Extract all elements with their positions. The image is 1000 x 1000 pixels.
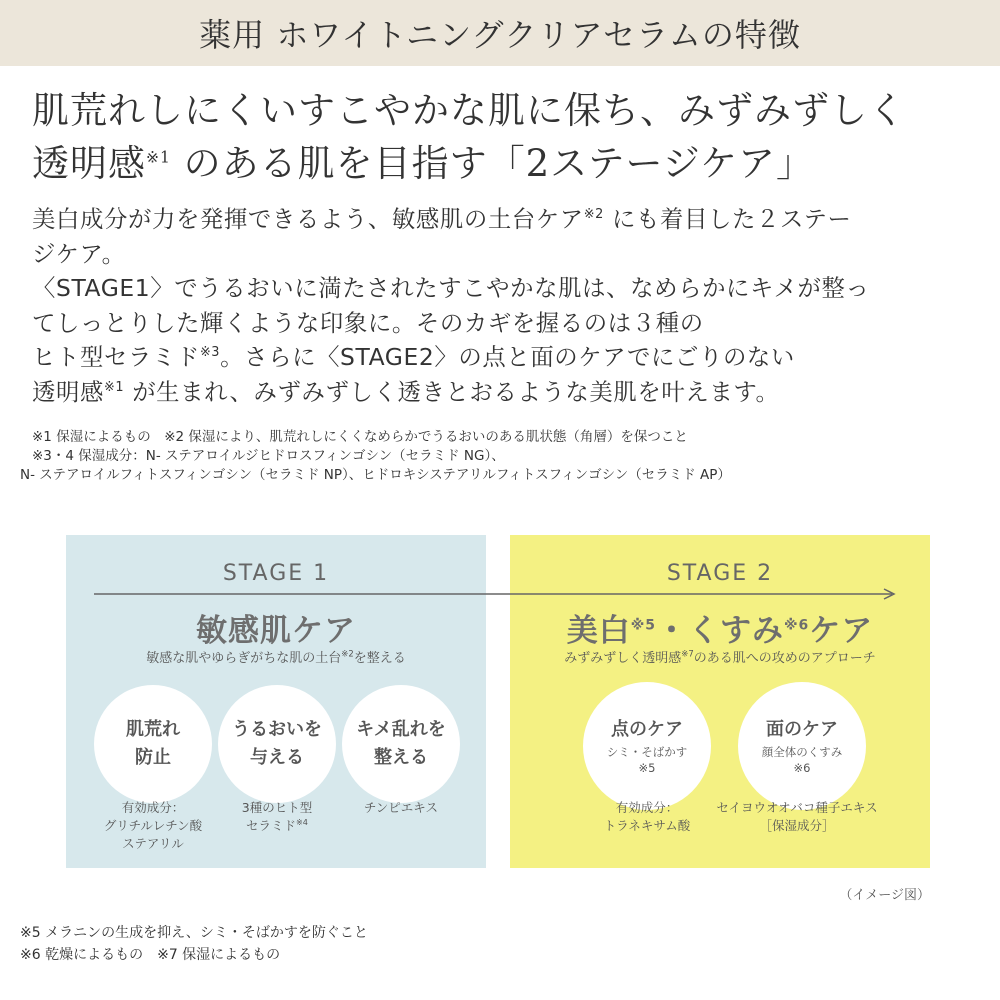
circle-title: 整える bbox=[374, 747, 428, 768]
stage-2-circle-2 bbox=[738, 682, 866, 810]
stage-1-ingredient-3 bbox=[331, 799, 471, 817]
body-line-5 bbox=[32, 340, 977, 375]
stage-1-circle-3 bbox=[342, 685, 460, 803]
stage-2-label: STAGE 2 bbox=[666, 561, 774, 586]
headline-line-1: 肌荒れしにくいすこやかな肌に保ち、みずみずしく bbox=[32, 89, 906, 132]
circle-title: 面のケア bbox=[766, 719, 838, 740]
circle-detail: 顔全体のくすみ bbox=[761, 745, 843, 759]
stage-1-ingredient-2 bbox=[207, 799, 347, 835]
body-line-1-pre: 美白成分が力を発揮できるよう、敏感肌の土台ケア bbox=[32, 205, 584, 233]
stage-1-note-mark: ※2 bbox=[341, 648, 354, 659]
ingredient-line: チンピエキス bbox=[363, 800, 439, 815]
ingredient-line: グリチルレチン酸 bbox=[103, 818, 203, 833]
circle-title: 防止 bbox=[135, 747, 171, 768]
stage-2-ingredient-2 bbox=[712, 799, 882, 835]
stage-1-panel bbox=[66, 535, 486, 868]
ingredient-line: 有効成分： bbox=[121, 800, 185, 815]
body-line-5-post: 。さらに〈STAGE2〉の点と面のケアでにごりのない bbox=[220, 343, 795, 372]
circle-title: キメ乱れを bbox=[356, 719, 446, 740]
ingredient-line: トラネキサム酸 bbox=[603, 818, 691, 833]
stage-2-title-part: ・くすみ bbox=[656, 613, 784, 649]
stage-2-ingredient-1 bbox=[567, 799, 727, 835]
ingredient-text: セラミド bbox=[246, 818, 297, 833]
stage-2-panel bbox=[510, 535, 930, 868]
stage-2-note-mark: ※6 bbox=[784, 617, 810, 634]
headline bbox=[32, 84, 972, 190]
circle-title: 与える bbox=[250, 747, 304, 768]
ingredient-line: 有効成分： bbox=[615, 800, 679, 815]
stage-1-title: 敏感肌ケア bbox=[196, 613, 356, 649]
body-line-1 bbox=[32, 202, 977, 237]
footnote-line-3: N- ステアロイルフィトスフィンゴシン（セラミド NP）、ヒドロキシステアリルフィトスフィンゴシン（セラミド AP） bbox=[20, 467, 731, 483]
stage-2-title-part: 美白 bbox=[566, 613, 631, 649]
footnote-bottom-line-1: ※5 メラニンの生成を抑え、シミ・そばかすを防ぐこと bbox=[20, 925, 368, 941]
stage-2-note-mark: ※5 bbox=[630, 617, 656, 634]
body-note-mark: ※1 bbox=[103, 380, 125, 396]
circle-title: うるおいを bbox=[232, 719, 322, 740]
circle-note-mark: ※6 bbox=[793, 761, 811, 775]
header-band bbox=[0, 0, 1000, 66]
body-line-1-post: にも着目した２ステー bbox=[603, 205, 852, 233]
circle-title: 肌荒れ bbox=[126, 719, 180, 740]
circle-note-mark: ※5 bbox=[638, 761, 656, 775]
ingredient-line: ［保湿成分］ bbox=[759, 818, 835, 833]
page-title: 薬用 ホワイトニングクリアセラムの特徴 bbox=[199, 16, 801, 54]
stage-2-title bbox=[510, 605, 930, 650]
headline-note-mark: ※1 bbox=[146, 148, 171, 167]
body-line-2: ジケア。 bbox=[32, 239, 126, 268]
body-note-mark: ※2 bbox=[583, 207, 604, 223]
circle-title: 点のケア bbox=[611, 719, 683, 740]
ingredient-line: 3種のヒト型 bbox=[241, 800, 313, 815]
footnote-line-1: ※1 保湿によるもの ※2 保湿により、肌荒れしにくくなめらかでうるおいのある肌状態（角層）を保つこと bbox=[32, 429, 688, 445]
stage-1-circle-1 bbox=[94, 685, 212, 803]
ingredient-line: セイヨウオオバコ種子エキス bbox=[716, 800, 878, 815]
body-line-5-pre: ヒト型セラミド bbox=[32, 343, 200, 372]
stage-1-label: STAGE 1 bbox=[222, 561, 330, 586]
headline-line-2-post: のある肌を目指す「2ステージケア」 bbox=[170, 142, 814, 185]
footnote-line-2: ※3・4 保湿成分：N- ステアロイルジヒドロスフィンゴシン（セラミド NG）、 bbox=[32, 448, 505, 464]
footnotes-top bbox=[20, 428, 980, 485]
stage-arrow-icon bbox=[94, 588, 900, 600]
body-line-6 bbox=[32, 375, 977, 410]
image-note: （イメージ図） bbox=[839, 888, 930, 903]
body-line-6-pre: 透明感 bbox=[32, 377, 104, 406]
stage-2-circle-1 bbox=[583, 682, 711, 810]
stage-1-ingredient-1 bbox=[83, 799, 223, 853]
footnotes-bottom bbox=[20, 922, 980, 966]
stage-2-subtitle-post: のある肌への攻めのアプローチ bbox=[693, 651, 876, 666]
body-paragraph bbox=[32, 202, 977, 410]
stage-1-subtitle bbox=[66, 647, 486, 666]
body-note-mark: ※3 bbox=[199, 345, 221, 361]
stage-2-subtitle bbox=[510, 647, 930, 666]
body-line-3: 〈STAGE1〉でうるおいに満たされたすこやかな肌は、なめらかにキメが整っ bbox=[32, 274, 870, 303]
headline-line-2-pre: 透明感 bbox=[32, 142, 146, 185]
stage-2-title-part: ケア bbox=[809, 613, 874, 649]
ingredient-line bbox=[207, 817, 347, 835]
ingredient-line: ステアリル bbox=[122, 836, 184, 851]
stage-2-subtitle-pre: みずみずしく透明感 bbox=[564, 651, 682, 666]
stage-1-subtitle-pre: 敏感な肌やゆらぎがちな肌の土台 bbox=[146, 651, 342, 666]
circle-detail: シミ・そばかす bbox=[606, 745, 688, 759]
stage-2-note-mark: ※7 bbox=[681, 648, 694, 659]
headline-line-2 bbox=[32, 137, 972, 190]
body-line-6-post: が生まれ、みずみずしく透きとおるような美肌を叶えます。 bbox=[124, 377, 780, 406]
body-line-4: てしっとりした輝くような印象に。そのカギを握るのは３種の bbox=[32, 308, 704, 337]
stage-1-circle-2 bbox=[218, 685, 336, 803]
stage-1-subtitle-post: を整える bbox=[353, 651, 406, 666]
ingredient-note-mark: ※4 bbox=[296, 816, 308, 827]
footnote-bottom-line-2: ※6 乾燥によるもの ※7 保湿によるもの bbox=[20, 947, 281, 963]
